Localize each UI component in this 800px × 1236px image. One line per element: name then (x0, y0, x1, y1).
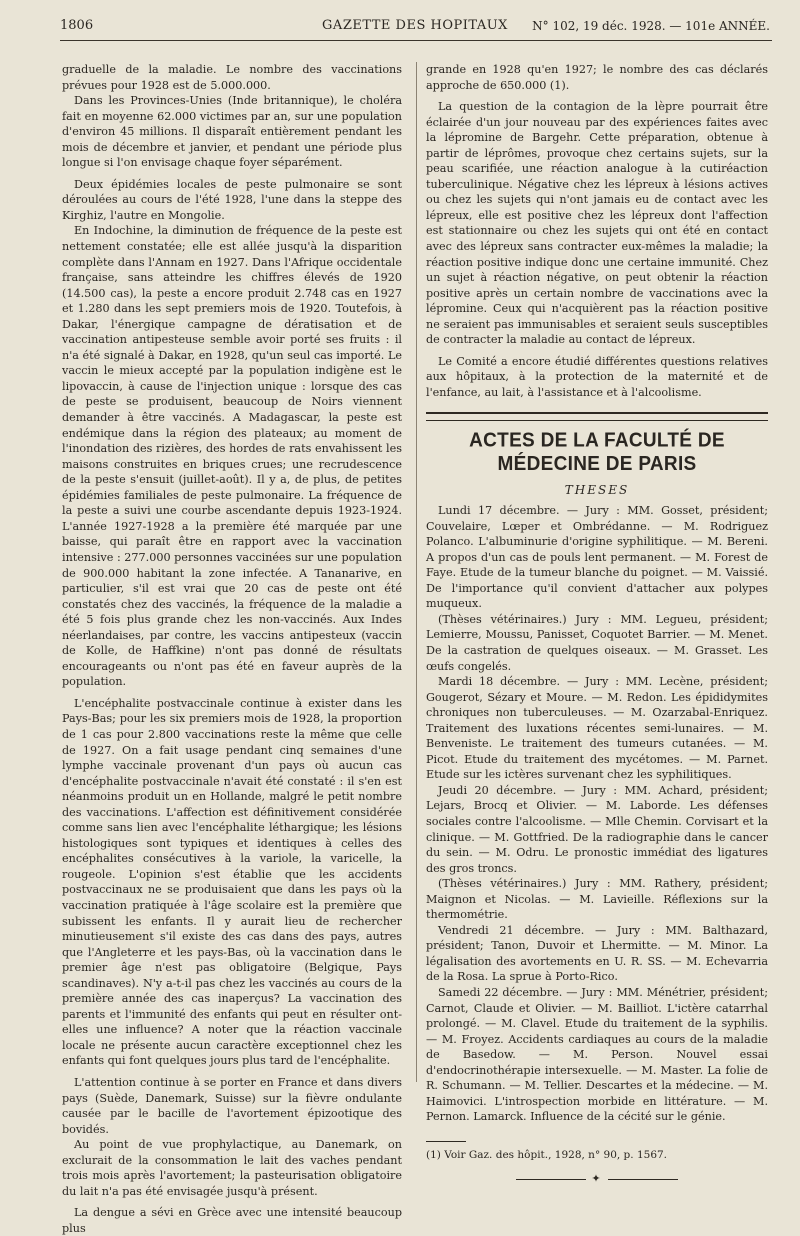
thesis-entry: (Thèses vétérinaires.) Jury : MM. Legueu, président; Lemierre, Moussu, Panisset, Coquotet Barrier. — M. Menet. De la castration de quelques oiseaux. — M. Grasset. Les œufs congelés. (426, 612, 768, 673)
thesis-entry: Mardi 18 décembre. — Jury : MM. Lecène, président; Gougerot, Sézary et Moure. — M. Redon. Les épididymites chroniques non tuberculeuses. — M. Ozarzabal-Enriquez. Traitement des luxations récentes semi-lunaires. — M. Benveniste. Le traitement des tumeurs cutanées. — M. Picot. Etude du traitement des mycétomes. — M. Parnet. Etude sur les ictères survenant chez les syphilitiques. (426, 675, 768, 782)
thesis-entry: Samedi 22 décembre. — Jury : MM. Ménétrier, président; Carnot, Claude et Olivier. — M. Bailliot. L'ictère catarrhal prolongé. — M. Clavel. Etude du traitement de la syphilis. — M. Froyez. Accidents cardiaques au cours de la maladie de Basedow. — M. Person. Nouvel essai d'endocrinothérapie intersexuelle. — M. Master. La folie de R. Schumann. — M. Tellier. Descartes et la médecine. — M. Haimovici. L'introspection morbide en littérature. — M. Pernon. Lamarck. Influence de la cécité sur le génie. (426, 985, 768, 1124)
section-title: ACTES DE LA FACULTÉ DE MÉDECINE DE PARIS (469, 430, 725, 476)
journal-title: GAZETTE DES HOPITAUX (322, 18, 508, 33)
paragraph: graduelle de la maladie. Le nombre des vaccinations prévues pour 1928 est de 5.000.000. (62, 63, 402, 92)
footnote: (1) Voir Gaz. des hôpit., 1928, n° 90, p. 1567. (426, 1148, 668, 1161)
paragraph: Le Comité a encore étudié différentes questions relatives aux hôpitaux, à la protection de la maternité et de l'enfance, au lait, à l'assistance et à l'alcoolisme. (426, 354, 768, 399)
paragraph: L'encéphalite postvaccinale continue à exister dans les Pays-Bas; pour les six premiers mois de 1928, la proportion de 1 cas pour 2.800 vaccinations reste la même que celle de 1927. On a fait usage pendant cinq semaines d'une lymphe vaccinale provenant d'un pays où aucun cas d'encéphalite postvaccinale n'avait été constaté : il s'en est néanmoins produit un en Hollande, malgré le petit nombre des vaccinations. L'affection est définitivement considérée comme sans lien avec l'encéphalite léthargique; les lésions histologiques sont typiques et identiques à celles des encéphalites consécutives à la variole, la varicelle, la rougeole. L'opinion s'est établie que les accidents postvaccinaux ne se produisaient que dans les pays où la vaccination pratiquée à l'âge scolaire est la première que subissent les enfants. Il y aurait lieu de rechercher minutieusement s'il existe des cas dans des pays, autres que l'Angleterre et les pays-Bas, où la vaccination dans le premier âge n'est pas obligatoire (Belgique, Pays scandinaves). N'y a-t-il pas chez les vaccinés au cours de la première année des cas inaperçus? La vaccination des parents et l'immunité des enfants qui peut en résulter ont-elles une influence? A noter que la réaction vaccinale locale ne présente aucun caractère exceptionnel chez les enfants qui font quelques jours plus tard de l'encéphalite. (62, 696, 402, 1068)
right-column (426, 62, 768, 1187)
page-number: 1806 (60, 18, 94, 33)
section-subtitle: THESES (564, 483, 630, 498)
footnote-rule (426, 1141, 466, 1142)
paragraph: Dans les Provinces-Unies (Inde britannique), le choléra fait en moyenne 62.000 victimes par an, sur une population d'environ 45 millions. Il disparaît entièrement pendant les mois de décembre et janvier, et pendant une période plus longue si l'on envisage chaque foyer séparément. (62, 94, 402, 170)
paragraph: L'attention continue à se porter en France et dans divers pays (Suède, Danemark, Suisse) sur la fièvre ondulante causée par le bacille de l'avortement épizootique des bovidés. (62, 1076, 402, 1136)
paragraph: Deux épidémies locales de peste pulmonaire se sont déroulées au cours de l'été 1928, l'une dans la steppe des Kirghiz, l'autre en Mongolie. (62, 177, 402, 222)
issue-line: N° 102, 19 déc. 1928. — 101e ANNÉE. (532, 19, 770, 33)
thesis-entry: Lundi 17 décembre. — Jury : MM. Gosset, président; Couvelaire, Lœper et Ombrédanne. — M. Rodriguez Polanco. L'albuminurie d'origine syphilitique. — M. Bereni. A propos d'un cas de pouls lent permanent. — M. Forest de Faye. Etude de la tumeur blanche du poignet. — M. Vaissié. De l'importance qu'il convient d'attacher aux polypes muqueux. (426, 504, 768, 611)
paragraph: En Indochine, la diminution de fréquence de la peste est nettement constatée; elle est allée jusqu'à la disparition complète dans l'Annam en 1927. Dans l'Afrique occidentale française, sans atteindre les chiffres élevés de 1920 (14.500 cas), la peste a encore produit 2.748 cas en 1927 et 1.280 dans les sept premiers mois de 1920. Toutefois, à Dakar, l'énergique campagne de dératisation et de vaccination antipesteuse semble avoir porté ses fruits : il n'a été signalé à Dakar, en 1928, qu'un seul cas importé. Le vaccin le mieux accepté par la population indigène est le lipovaccin, à cause de l'injection unique : lorsque des cas de peste se produisent, beaucoup de Noirs viennent demander à être vaccinés. A Madagascar, la peste est endémique dans la région des plateaux; au moment de l'inondation des rizières, des hordes de rats envahissent les maisons construites en briques crues; une recrudescence de la peste s'ensuit (juillet-août). Il y a, de plus, de petites épidémies familiales de peste pulmonaire. La fréquence de la peste a suivi une courbe ascendante depuis 1923-1924. L'année 1927-1928 a la première été marquée par une baisse, qui paraît être en rapport avec la vaccination intensive : 277.000 personnes vaccinées sur une population de 900.000 habitant la zone infectée. A Tananarive, en particulier, s'il est vrai que 20 cas de peste ont été constatés chez des vaccinés, la fréquence de la maladie a été 5 fois plus grande chez les non-vaccinés. Aux Indes néerlandaises, par contre, les vaccins antipesteux (vaccin de Kolle, de Haffkine) n'ont pas donné de résultats encourageants ou n'ont pas été en faveur auprès de la population. (62, 224, 402, 689)
thesis-entry: (Thèses vétérinaires.) Jury : MM. Rathery, président; Maignon et Nicolas. — M. Lavieille. Réflexions sur la thermométrie. (426, 877, 768, 922)
thesis-entry: Vendredi 21 décembre. — Jury : MM. Balthazard, président; Tanon, Duvoir et Lhermitte. — M. Minor. La légalisation des avortements en U. R. SS. — M. Echevarria de la Rosa. La sprue à Porto-Rico. (426, 923, 768, 984)
paragraph: La dengue a sévi en Grèce avec une intensité beaucoup plus (62, 1206, 402, 1235)
header-rule (60, 40, 772, 41)
section-divider (426, 412, 768, 421)
paragraph: Au point de vue prophylactique, au Danemark, on exclurait de la consommation le lait des vaches pendant trois mois après l'avortement; la pasteurisation obligatoire du lait n'a pas été envisagée jusqu'à présent. (62, 1138, 402, 1198)
end-ornament: ✦ (426, 1171, 768, 1187)
left-column (62, 62, 402, 1236)
theses-list (426, 503, 768, 1125)
running-head (60, 16, 770, 36)
column-divider (416, 62, 417, 1082)
paragraph: La question de la contagion de la lèpre pourrait être éclairée d'un jour nouveau par des expériences faites avec la lépromine de Bargehr. Cette préparation, obtenue à partir de léprômes, provoque chez certains sujets, sur la peau scarifiée, une réaction analogue à la cutiréaction tuberculinique. Négative chez les lépreux à lésions actives ou chez les sujets qui n'ont jamais eu de contact avec les lépreux, elle est positive chez les lépreux dont l'affection est stationnaire ou chez les sujets qui ont été en contact avec des lépreux sans contracter eux-mêmes la maladie; la réaction positive indique donc une certaine immunité. Chez un sujet à réaction négative, on peut obtenir la réaction positive après un certain nombre de vaccinations avec la lépromine. Ceux qui n'acquièrent pas la réaction positive ne seraient pas immunisables et seraient seuls susceptibles de contracter la maladie au contact de lépreux. (426, 100, 768, 347)
paragraph: grande en 1928 qu'en 1927; le nombre des cas déclarés approche de 650.000 (1). (426, 63, 768, 92)
thesis-entry: Jeudi 20 décembre. — Jury : MM. Achard, président; Lejars, Brocq et Olivier. — M. Laborde. Les défenses sociales contre l'alcoolisme. — Mlle Chemin. Corvisart et la clinique. — M. Gottfried. De la radiographie dans le cancer du sein. — M. Odru. Le pronostic immédiat des ligatures des gros troncs. (426, 783, 768, 875)
